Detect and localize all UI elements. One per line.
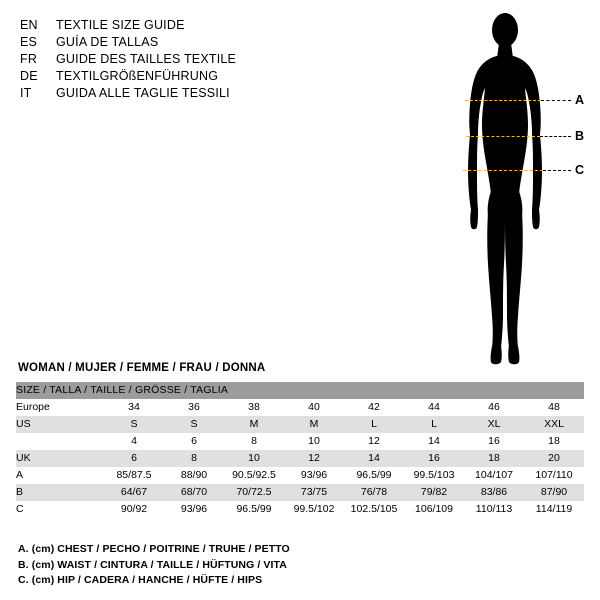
table-header-label: SIZE / TALLA / TAILLE / GRÖSSE / TAGLIA (16, 382, 584, 399)
cell: 10 (224, 450, 284, 467)
cell: 107/110 (524, 467, 584, 484)
measure-line-waist (466, 136, 540, 137)
row-label: B (16, 484, 104, 501)
marker-label-b: B (575, 129, 585, 143)
body-figure (420, 8, 595, 373)
cell: XXL (524, 416, 584, 433)
title-text: GUÍA DE TALLAS (56, 35, 159, 49)
cell: 70/72.5 (224, 484, 284, 501)
title-row (20, 85, 320, 102)
title-row (20, 68, 320, 85)
cell: 8 (164, 450, 224, 467)
cell: 64/67 (104, 484, 164, 501)
cell: L (404, 416, 464, 433)
cell: 114/119 (524, 501, 584, 518)
cell: 16 (404, 450, 464, 467)
cell: 42 (344, 399, 404, 416)
cell: 68/70 (164, 484, 224, 501)
cell: 110/113 (464, 501, 524, 518)
table-row (16, 416, 584, 433)
cell: 106/109 (404, 501, 464, 518)
row-label: Europe (16, 399, 104, 416)
measure-line-chest (465, 100, 541, 101)
footnote-b: B. (cm) WAIST / CINTURA / TAILLE / HÜFTUNG / VITA (18, 558, 287, 571)
cell: 90.5/92.5 (224, 467, 284, 484)
cell: L (344, 416, 404, 433)
cell: 18 (524, 433, 584, 450)
cell: 18 (464, 450, 524, 467)
cell: 14 (404, 433, 464, 450)
cell: M (224, 416, 284, 433)
footnote-a: A. (cm) CHEST / PECHO / POITRINE / TRUHE / PETTO (18, 543, 290, 555)
cell: 79/82 (404, 484, 464, 501)
marker-label-a: A (575, 93, 585, 107)
row-label (16, 433, 104, 450)
cell: S (164, 416, 224, 433)
table-row (16, 399, 584, 416)
cell: 96.5/99 (344, 467, 404, 484)
cell: 12 (284, 450, 344, 467)
title-row (20, 17, 320, 34)
cell: 12 (344, 433, 404, 450)
measure-line-hip (463, 170, 543, 171)
title-text: GUIDE DES TAILLES TEXTILE (56, 52, 237, 66)
cell: 93/96 (164, 501, 224, 518)
cell: 20 (524, 450, 584, 467)
cell: M (284, 416, 344, 433)
cell: 48 (524, 399, 584, 416)
language-code: ES (20, 35, 38, 49)
cell: 38 (224, 399, 284, 416)
table-row (16, 450, 584, 467)
title-text: TEXTILGRÖßENFÜHRUNG (56, 69, 219, 83)
leader-line-a (541, 100, 571, 101)
cell: 88/90 (164, 467, 224, 484)
cell: 6 (104, 450, 164, 467)
table-row (16, 433, 584, 450)
cell: 8 (224, 433, 284, 450)
cell: 85/87.5 (104, 467, 164, 484)
footnote-c: C. (cm) HIP / CADERA / HANCHE / HÜFTE / HIPS (18, 574, 263, 586)
language-code: IT (20, 86, 32, 100)
table-row (16, 501, 584, 518)
size-table (16, 382, 584, 518)
cell: 36 (164, 399, 224, 416)
cell: 73/75 (284, 484, 344, 501)
title-text: TEXTILE SIZE GUIDE (56, 18, 185, 32)
cell: 46 (464, 399, 524, 416)
cell: 4 (104, 433, 164, 450)
cell: 102.5/105 (344, 501, 404, 518)
cell: 34 (104, 399, 164, 416)
row-label: A (16, 467, 104, 484)
cell: 6 (164, 433, 224, 450)
table-header-row (16, 382, 584, 399)
cell: 96.5/99 (224, 501, 284, 518)
cell: 83/86 (464, 484, 524, 501)
language-code: FR (20, 52, 38, 66)
language-code: EN (20, 18, 38, 32)
cell: 99.5/103 (404, 467, 464, 484)
footnote-list (18, 542, 290, 589)
cell: 93/96 (284, 467, 344, 484)
row-label: UK (16, 450, 104, 467)
cell: 76/78 (344, 484, 404, 501)
cell: 40 (284, 399, 344, 416)
cell: XL (464, 416, 524, 433)
group-label: WOMAN / MUJER / FEMME / FRAU / DONNA (18, 362, 266, 374)
table-row (16, 484, 584, 501)
leader-line-c (543, 170, 571, 171)
cell: 99.5/102 (284, 501, 344, 518)
cell: 14 (344, 450, 404, 467)
female-silhouette-icon (420, 8, 595, 373)
marker-label-c: C (575, 163, 585, 177)
cell: 16 (464, 433, 524, 450)
cell: 87/90 (524, 484, 584, 501)
title-row (20, 51, 320, 68)
cell: 90/92 (104, 501, 164, 518)
title-row (20, 34, 320, 51)
leader-line-b (540, 136, 571, 137)
cell: 10 (284, 433, 344, 450)
title-text: GUIDA ALLE TAGLIE TESSILI (56, 86, 230, 100)
table-row (16, 467, 584, 484)
language-title-list (20, 17, 320, 102)
cell: S (104, 416, 164, 433)
cell: 104/107 (464, 467, 524, 484)
cell: 44 (404, 399, 464, 416)
language-code: DE (20, 69, 38, 83)
row-label: US (16, 416, 104, 433)
row-label: C (16, 501, 104, 518)
